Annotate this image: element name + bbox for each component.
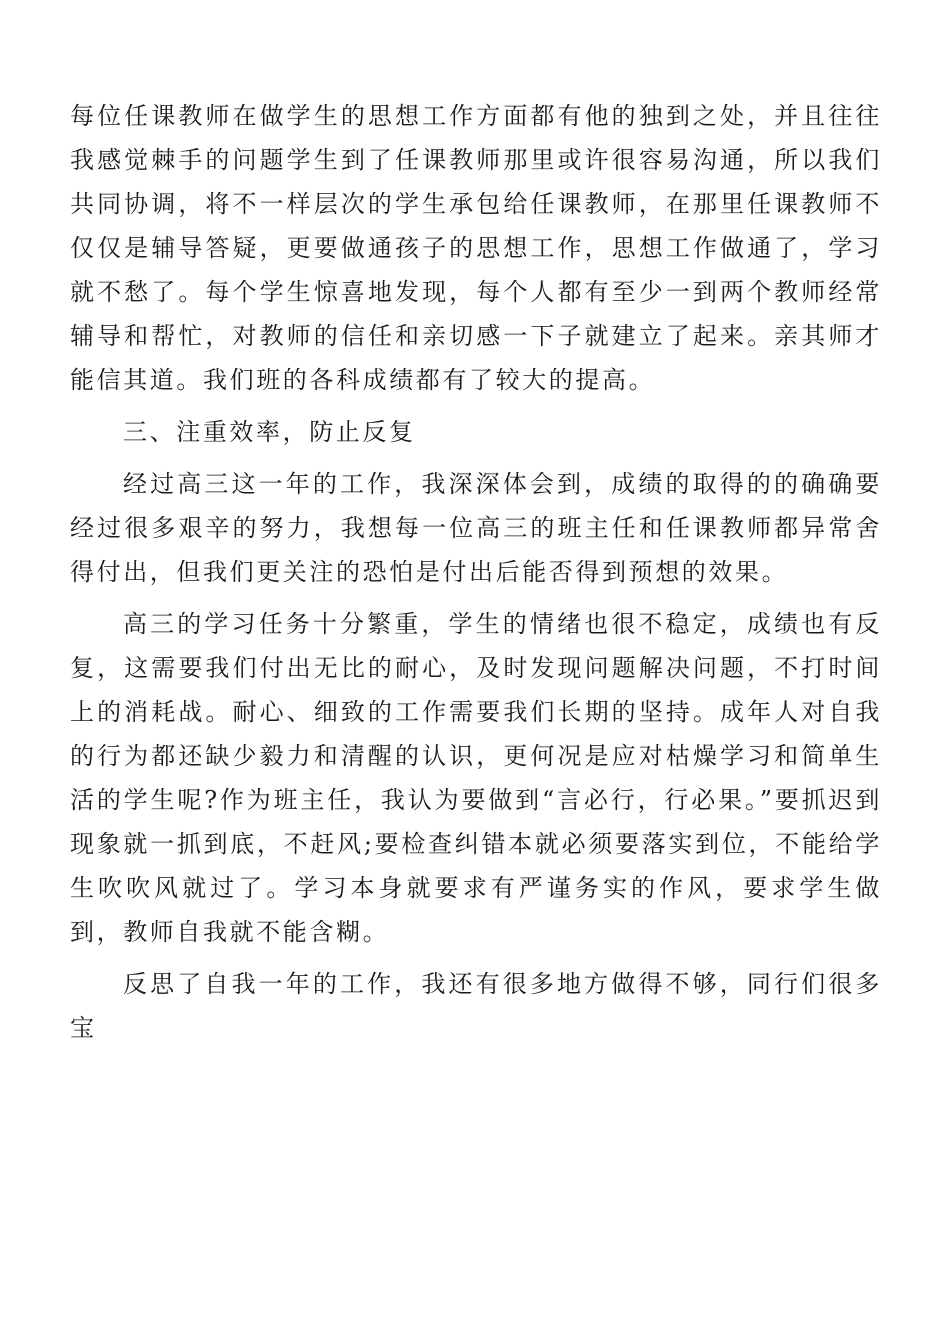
body-text — [70, 94, 882, 1058]
paragraph-continuation: 每位任课教师在做学生的思想工作方面都有他的独到之处，并且往往我感觉棘手的问题学生到了任课教师那里或许很容易沟通，所以我们共同协调，将不一样层次的学生承包给任课教师，在那里任课教师不仅仅是辅导答疑，更要做通孩子的思想工作，思想工作做通了，学习就不愁了。每个学生惊喜地发现，每个人都有至少一到两个教师经常辅导和帮忙，对教师的信任和亲切感一下子就建立了起来。亲其师才能信其道。我们班的各科成绩都有了较大的提高。 — [70, 102, 882, 394]
paragraph-reflection: 反思了自我一年的工作，我还有很多地方做得不够，同行们很多宝 — [70, 970, 882, 1042]
paragraph-efficiency: 经过高三这一年的工作，我深深体会到，成绩的取得的的确确要经过很多艰辛的努力，我想每一位高三的班主任和任课教师都异常舍得付出，但我们更关注的恐怕是付出后能否得到预想的效果。 — [70, 470, 882, 586]
paragraph-patience: 高三的学习任务十分繁重，学生的情绪也很不稳定，成绩也有反复，这需要我们付出无比的耐心，及时发现问题解决问题，不打时间上的消耗战。耐心、细致的工作需要我们长期的坚持。成年人对自我的行为都还缺少毅力和清醒的认识，更何况是应对枯燥学习和简单生活的学生呢?作为班主任，我认为要做到“言必行，行必果。”要抓迟到现象就一抓到底，不赶风;要检查纠错本就必须要落实到位，不能给学生吹吹风就过了。学习本身就要求有严谨务实的作风，要求学生做到，教师自我就不能含糊。 — [70, 610, 882, 946]
section-heading: 三、注重效率，防止反复 — [123, 418, 416, 446]
